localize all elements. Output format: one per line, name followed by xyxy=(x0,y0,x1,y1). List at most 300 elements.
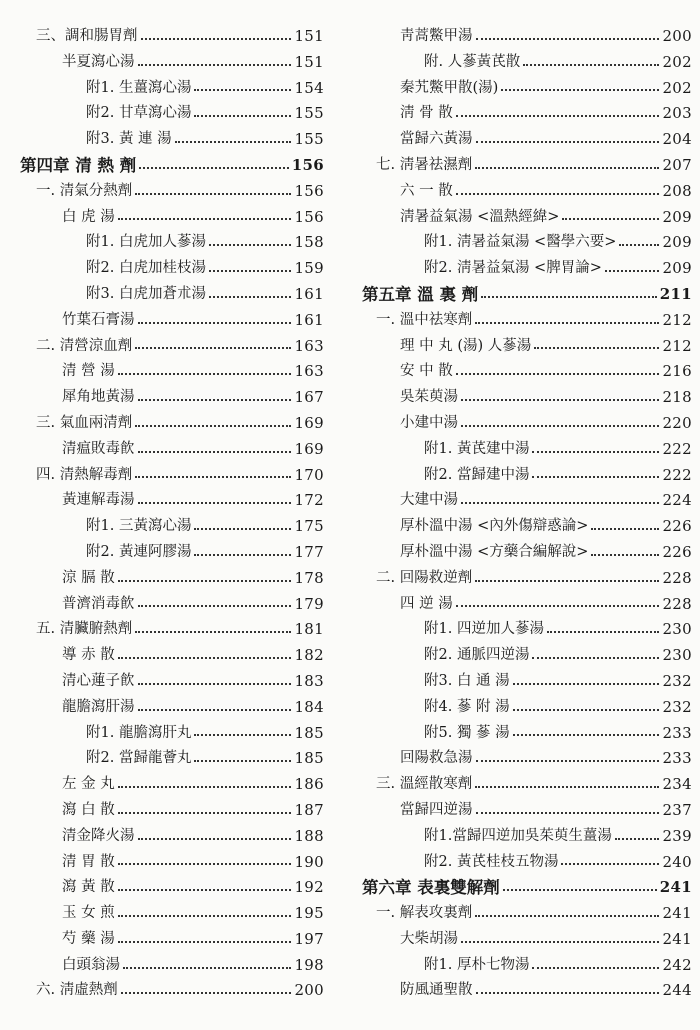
dot-leader xyxy=(532,657,659,659)
toc-entry[interactable] xyxy=(0,514,338,540)
toc-entry-label: 附. 人蔘黃芪散 xyxy=(424,53,521,70)
toc-entry[interactable] xyxy=(0,566,338,592)
dot-leader xyxy=(562,218,659,220)
toc-entry-label: 附2. 黃芪桂枝五物湯 xyxy=(424,853,559,870)
toc-entry-label: 附1. 厚朴七物湯 xyxy=(424,956,530,973)
toc-entry-label: 清金降火湯 xyxy=(62,827,135,844)
toc-entry[interactable] xyxy=(356,953,700,979)
toc-entry-label: 第四章 清 熱 劑 xyxy=(20,155,137,175)
toc-page-number: 200 xyxy=(294,981,324,1000)
dot-leader xyxy=(118,786,292,788)
toc-entry-label: 導 赤 散 xyxy=(62,647,115,664)
dot-leader xyxy=(118,218,292,220)
toc-entry[interactable] xyxy=(0,978,338,1004)
dot-leader xyxy=(209,270,292,272)
toc-entry[interactable] xyxy=(0,746,338,772)
toc-page-number: 224 xyxy=(662,491,692,510)
dot-leader xyxy=(461,399,659,401)
toc-page-number: 222 xyxy=(662,439,692,458)
toc-entry[interactable] xyxy=(356,50,700,76)
toc-entry-label: 附2. 白虎加桂枝湯 xyxy=(86,260,206,277)
dot-leader xyxy=(209,296,292,298)
toc-entry-label: 三. 氣血兩清劑 xyxy=(36,414,133,431)
toc-entry-label: 小建中湯 xyxy=(400,414,458,431)
toc-page-number: 241 xyxy=(659,878,692,897)
toc-entry-label: 淸暑益氣湯 <溫熱經緯> xyxy=(400,208,560,225)
toc-entry[interactable] xyxy=(0,772,338,798)
toc-page-number: 226 xyxy=(662,542,692,561)
toc-page-number: 234 xyxy=(662,775,692,794)
toc-entry[interactable] xyxy=(356,798,700,824)
toc-page-number: 161 xyxy=(294,284,324,303)
toc-page-number: 228 xyxy=(662,594,692,613)
toc-entry-label: 犀角地黃湯 xyxy=(62,389,135,406)
toc-page-number: 183 xyxy=(294,671,324,690)
toc-entry-label: 附1. 龍膽瀉肝丸 xyxy=(86,724,192,741)
toc-entry[interactable] xyxy=(0,76,338,102)
toc-entry[interactable] xyxy=(0,385,338,411)
toc-entry[interactable] xyxy=(356,669,700,695)
toc-entry[interactable] xyxy=(0,695,338,721)
dot-leader xyxy=(476,760,660,762)
toc-entry-label: 厚朴溫中湯 <方藥合編解說> xyxy=(400,543,589,560)
toc-entry[interactable] xyxy=(356,230,700,256)
toc-page-number: 241 xyxy=(662,929,692,948)
toc-entry[interactable] xyxy=(0,24,338,50)
toc-page-number: 242 xyxy=(662,955,692,974)
dot-leader xyxy=(118,657,292,659)
toc-entry-label: 七. 淸暑祛濕劑 xyxy=(376,156,473,173)
dot-leader xyxy=(561,863,659,865)
toc-page-number: 156 xyxy=(291,155,324,174)
toc-page-number: 230 xyxy=(662,620,692,639)
dot-leader xyxy=(461,425,659,427)
dot-leader xyxy=(118,915,292,917)
toc-column-left xyxy=(0,24,338,1004)
toc-entry-label: 附2. 通脈四逆湯 xyxy=(424,647,530,664)
toc-entry[interactable] xyxy=(0,463,338,489)
toc-entry-label: 附2. 當歸建中湯 xyxy=(424,466,530,483)
toc-page-number: 187 xyxy=(294,800,324,819)
dot-leader xyxy=(476,812,660,814)
toc-page-number: 175 xyxy=(294,517,324,536)
toc-page-number: 155 xyxy=(294,104,324,123)
dot-leader xyxy=(138,709,292,711)
dot-leader xyxy=(118,812,292,814)
toc-entry[interactable] xyxy=(356,514,700,540)
toc-entry[interactable] xyxy=(0,953,338,979)
toc-page-number: 209 xyxy=(662,207,692,226)
toc-entry[interactable] xyxy=(0,359,338,385)
dot-leader xyxy=(194,89,291,91)
toc-page-number: 192 xyxy=(294,878,324,897)
toc-entry-label: 附2. 淸暑益氣湯 <脾胃論> xyxy=(424,260,602,277)
toc-entry[interactable] xyxy=(0,617,338,643)
dot-leader xyxy=(121,992,292,994)
dot-leader xyxy=(123,967,291,969)
toc-page-number: 182 xyxy=(294,646,324,665)
toc-entry-label: 三. 溫經散寒劑 xyxy=(376,776,473,793)
toc-entry-label: 清瘟敗毒飮 xyxy=(62,440,135,457)
toc-page-number: 202 xyxy=(662,78,692,97)
toc-chapter-entry[interactable] xyxy=(356,875,700,901)
toc-page-number: 179 xyxy=(294,594,324,613)
toc-page-number: 156 xyxy=(294,207,324,226)
dot-leader xyxy=(135,476,291,478)
toc-entry-label: 一. 解表攻裏劑 xyxy=(376,905,473,922)
toc-page-number: 195 xyxy=(294,904,324,923)
toc-page-number: 167 xyxy=(294,388,324,407)
toc-entry-label: 附1. 黃芪建中湯 xyxy=(424,440,530,457)
toc-entry[interactable] xyxy=(0,798,338,824)
toc-page-number: 177 xyxy=(294,542,324,561)
toc-entry[interactable] xyxy=(0,437,338,463)
toc-page-number: 185 xyxy=(294,723,324,742)
dot-leader xyxy=(615,838,660,840)
toc-entry-label: 附2. 當歸龍薈丸 xyxy=(86,750,192,767)
toc-entry-label: 竹葉石膏湯 xyxy=(62,311,135,328)
toc-entry-label: 附3. 黃 連 湯 xyxy=(86,131,172,148)
toc-entry-label: 安 中 散 xyxy=(400,363,453,380)
toc-entry[interactable] xyxy=(0,205,338,231)
toc-entry[interactable] xyxy=(356,850,700,876)
toc-page-number: 212 xyxy=(662,336,692,355)
dot-leader xyxy=(619,244,659,246)
dot-leader xyxy=(175,141,292,143)
dot-leader xyxy=(591,554,659,556)
dot-leader xyxy=(194,115,291,117)
toc-entry[interactable] xyxy=(356,463,700,489)
toc-page-number: 178 xyxy=(294,568,324,587)
toc-page-number: 151 xyxy=(294,27,324,45)
dot-leader xyxy=(475,915,659,917)
toc-entry-label: 附3. 白 通 湯 xyxy=(424,672,510,689)
dot-leader xyxy=(135,193,291,195)
toc-entry[interactable] xyxy=(0,230,338,256)
toc-entry[interactable] xyxy=(356,101,700,127)
toc-page-number: 161 xyxy=(294,310,324,329)
toc-entry[interactable] xyxy=(0,721,338,747)
toc-entry[interactable] xyxy=(0,592,338,618)
toc-page-number: 226 xyxy=(662,517,692,536)
toc-entry[interactable] xyxy=(356,308,700,334)
toc-entry-label: 當歸六黃湯 xyxy=(400,131,473,148)
toc-entry-label: 涼 膈 散 xyxy=(62,569,115,586)
toc-entry-label: 大建中湯 xyxy=(400,492,458,509)
dot-leader xyxy=(194,760,291,762)
toc-entry[interactable] xyxy=(356,153,700,179)
toc-entry-label: 附3. 白虎加蒼朮湯 xyxy=(86,285,206,302)
toc-page-number: 203 xyxy=(662,104,692,123)
dot-leader xyxy=(532,967,659,969)
toc-entry-label: 大柴胡湯 xyxy=(400,930,458,947)
toc-page-number: 169 xyxy=(294,413,324,432)
toc-chapter-entry[interactable] xyxy=(0,153,338,179)
toc-page-number: 198 xyxy=(294,955,324,974)
toc-entry[interactable] xyxy=(356,256,700,282)
dot-leader xyxy=(135,347,291,349)
toc-page-number: 200 xyxy=(662,27,692,45)
toc-entry-label: 玉 女 煎 xyxy=(62,905,115,922)
toc-entry-label: 一. 溫中祛寒劑 xyxy=(376,311,473,328)
dot-leader xyxy=(532,476,659,478)
toc-page-number: 181 xyxy=(294,620,324,639)
toc-page-number: 211 xyxy=(659,284,692,303)
toc-page-number: 244 xyxy=(662,981,692,1000)
dot-leader xyxy=(456,373,660,375)
toc-entry[interactable] xyxy=(356,695,700,721)
dot-leader xyxy=(476,992,660,994)
dot-leader xyxy=(475,167,659,169)
toc-entry[interactable] xyxy=(0,101,338,127)
dot-leader xyxy=(456,605,660,607)
toc-entry[interactable] xyxy=(356,437,700,463)
toc-page-number: 172 xyxy=(294,491,324,510)
dot-leader xyxy=(194,554,291,556)
toc-page-number: 207 xyxy=(662,155,692,174)
dot-leader xyxy=(138,451,292,453)
toc-entry[interactable] xyxy=(356,334,700,360)
toc-page-number: 151 xyxy=(294,52,324,71)
toc-entry-label: 六. 淸虛熱劑 xyxy=(36,982,118,999)
toc-page-number: 156 xyxy=(294,181,324,200)
dot-leader xyxy=(456,193,660,195)
toc-entry[interactable] xyxy=(0,850,338,876)
toc-entry[interactable] xyxy=(356,643,700,669)
toc-entry-label: 白頭翁湯 xyxy=(62,956,120,973)
toc-entry[interactable] xyxy=(0,179,338,205)
toc-entry[interactable] xyxy=(356,978,700,1004)
toc-entry-label: 附1. 生薑瀉心湯 xyxy=(86,79,192,96)
toc-entry[interactable] xyxy=(356,179,700,205)
dot-leader xyxy=(194,734,291,736)
toc-entry-label: 第五章 溫 裏 劑 xyxy=(362,284,479,304)
toc-entry-label: 二. 回陽救逆劑 xyxy=(376,569,473,586)
toc-entry-label: 瀉 白 散 xyxy=(62,801,115,818)
toc-page-number: 155 xyxy=(294,130,324,149)
toc-entry[interactable] xyxy=(356,385,700,411)
dot-leader xyxy=(118,373,292,375)
toc-entry-label: 厚朴溫中湯 <內外傷辯惑論> xyxy=(400,518,589,535)
toc-chapter-entry[interactable] xyxy=(356,282,700,308)
dot-leader xyxy=(138,64,292,66)
toc-page-number: 241 xyxy=(662,904,692,923)
toc-entry-label: 附1. 三黃瀉心湯 xyxy=(86,518,192,535)
toc-entry[interactable] xyxy=(356,488,700,514)
toc-page-number: 240 xyxy=(662,852,692,871)
toc-entry[interactable] xyxy=(0,488,338,514)
toc-page-number: 233 xyxy=(662,749,692,768)
toc-entry[interactable] xyxy=(356,205,700,231)
toc-entry-label: 附1. 四逆加人蔘湯 xyxy=(424,621,544,638)
toc-page-number: 169 xyxy=(294,439,324,458)
toc-entry-label: 秦艽鱉甲散(湯) xyxy=(400,79,499,96)
dot-leader xyxy=(138,605,292,607)
dot-leader xyxy=(135,631,291,633)
toc-entry[interactable] xyxy=(0,540,338,566)
toc-page-number: 170 xyxy=(294,465,324,484)
toc-entry[interactable] xyxy=(0,308,338,334)
toc-entry-label: 附1. 淸暑益氣湯 <醫學六要> xyxy=(424,234,617,251)
toc-page-number: 159 xyxy=(294,259,324,278)
dot-leader xyxy=(118,863,292,865)
toc-entry[interactable] xyxy=(0,901,338,927)
dot-leader xyxy=(118,889,292,891)
dot-leader xyxy=(139,167,289,169)
toc-entry[interactable] xyxy=(0,875,338,901)
toc-entry[interactable] xyxy=(0,411,338,437)
dot-leader xyxy=(138,502,292,504)
toc-entry[interactable] xyxy=(356,411,700,437)
dot-leader xyxy=(501,89,659,91)
toc-entry[interactable] xyxy=(356,617,700,643)
toc-entry[interactable] xyxy=(0,282,338,308)
toc-page-number: 197 xyxy=(294,929,324,948)
toc-entry-label: 龍膽瀉肝湯 xyxy=(62,698,135,715)
toc-entry-label: 清心蓮子飮 xyxy=(62,672,135,689)
toc-entry-label: 附2. 黃連阿膠湯 xyxy=(86,543,192,560)
toc-entry-label: 回陽救急湯 xyxy=(400,750,473,767)
dot-leader xyxy=(475,786,659,788)
toc-page-number: 163 xyxy=(294,336,324,355)
toc-page-number: 232 xyxy=(662,671,692,690)
toc-entry[interactable] xyxy=(356,824,700,850)
toc-page-number: 230 xyxy=(662,646,692,665)
dot-leader xyxy=(209,244,292,246)
toc-entry[interactable] xyxy=(356,927,700,953)
toc-page-number: 233 xyxy=(662,723,692,742)
toc-page-number: 232 xyxy=(662,697,692,716)
dot-leader xyxy=(138,399,292,401)
toc-entry-label: 一. 清氣分熱劑 xyxy=(36,182,133,199)
toc-entry-label: 淸 骨 散 xyxy=(400,105,453,122)
toc-entry-label: 附1.當歸四逆加吳茱萸生薑湯 xyxy=(424,827,612,844)
toc-page-number: 239 xyxy=(662,826,692,845)
dot-leader xyxy=(534,347,659,349)
toc-entry-label: 四 逆 湯 xyxy=(400,595,453,612)
dot-leader xyxy=(513,734,660,736)
toc-page-number: 237 xyxy=(662,800,692,819)
toc-entry-label: 附4. 蔘 附 湯 xyxy=(424,698,510,715)
toc-entry-label: 清 胃 散 xyxy=(62,853,115,870)
dot-leader xyxy=(118,941,292,943)
toc-entry[interactable] xyxy=(0,127,338,153)
toc-entry-label: 附2. 甘草瀉心湯 xyxy=(86,105,192,122)
toc-entry-label: 第六章 表裏雙解劑 xyxy=(362,878,500,898)
toc-entry-label: 普濟消毒飮 xyxy=(62,595,135,612)
toc-page-number: 228 xyxy=(662,568,692,587)
toc-entry-label: 白 虎 湯 xyxy=(62,208,115,225)
toc-entry-label: 清 營 湯 xyxy=(62,363,115,380)
toc-page-number: 212 xyxy=(662,310,692,329)
toc-entry[interactable] xyxy=(356,540,700,566)
toc-entry[interactable] xyxy=(0,643,338,669)
toc-entry[interactable] xyxy=(356,901,700,927)
dot-leader xyxy=(481,296,657,298)
toc-entry[interactable] xyxy=(0,256,338,282)
toc-entry[interactable] xyxy=(0,334,338,360)
toc-entry[interactable] xyxy=(356,721,700,747)
toc-page-number: 218 xyxy=(662,388,692,407)
toc-entry[interactable] xyxy=(356,592,700,618)
toc-entry-label: 四. 清熱解毒劑 xyxy=(36,466,133,483)
toc-entry[interactable] xyxy=(356,566,700,592)
toc-entry-label: 半夏瀉心湯 xyxy=(62,53,135,70)
toc-page-number: 209 xyxy=(662,233,692,252)
toc-page-number: 154 xyxy=(294,78,324,97)
toc-entry-label: 五. 清臟腑熱劑 xyxy=(36,621,133,638)
toc-entry-label: 理 中 丸 (湯) 人蔘湯 xyxy=(400,337,532,354)
toc-entry-label: 六 一 散 xyxy=(400,182,453,199)
toc-page-number: 208 xyxy=(662,181,692,200)
toc-entry[interactable] xyxy=(356,76,700,102)
dot-leader xyxy=(475,580,659,582)
toc-entry[interactable] xyxy=(356,772,700,798)
toc-page-number: 220 xyxy=(662,413,692,432)
toc-page-number: 190 xyxy=(294,852,324,871)
dot-leader xyxy=(523,64,659,66)
toc-entry[interactable] xyxy=(356,24,700,50)
toc-entry-label: 附5. 獨 蔘 湯 xyxy=(424,724,510,741)
dot-leader xyxy=(513,683,660,685)
toc-entry-label: 靑蒿鱉甲湯 xyxy=(400,28,473,44)
dot-leader xyxy=(118,580,292,582)
dot-leader xyxy=(138,683,292,685)
dot-leader xyxy=(476,141,660,143)
toc-entry-label: 左 金 丸 xyxy=(62,776,115,793)
dot-leader xyxy=(456,115,660,117)
toc-page-number: 204 xyxy=(662,130,692,149)
dot-leader xyxy=(194,528,291,530)
toc-entry[interactable] xyxy=(356,746,700,772)
toc-page-number: 185 xyxy=(294,749,324,768)
toc-page-number: 216 xyxy=(662,362,692,381)
toc-entry-label: 三、調和腸胃劑 xyxy=(36,28,138,44)
toc-page-number: 209 xyxy=(662,259,692,278)
toc-entry-label: 瀉 黃 散 xyxy=(62,879,115,896)
toc-entry[interactable] xyxy=(0,50,338,76)
toc-entry[interactable] xyxy=(356,127,700,153)
toc-page-number: 188 xyxy=(294,826,324,845)
toc-page-number: 202 xyxy=(662,52,692,71)
toc-entry-label: 芍 藥 湯 xyxy=(62,930,115,947)
dot-leader xyxy=(476,38,660,40)
dot-leader xyxy=(547,631,660,633)
toc-entry[interactable] xyxy=(0,927,338,953)
dot-leader xyxy=(503,889,657,891)
dot-leader xyxy=(605,270,660,272)
dot-leader xyxy=(532,451,659,453)
toc-page-number: 186 xyxy=(294,775,324,794)
dot-leader xyxy=(475,322,659,324)
dot-leader xyxy=(138,838,292,840)
toc-entry[interactable] xyxy=(0,824,338,850)
dot-leader xyxy=(141,38,292,40)
dot-leader xyxy=(513,709,660,711)
toc-column-right xyxy=(356,24,700,1004)
toc-entry-label: 附1. 白虎加人蔘湯 xyxy=(86,234,206,251)
toc-entry-label: 黃連解毒湯 xyxy=(62,492,135,509)
toc-entry-label: 防風通聖散 xyxy=(400,982,473,999)
toc-page-number: 184 xyxy=(294,697,324,716)
dot-leader xyxy=(138,322,292,324)
toc-page-number: 222 xyxy=(662,465,692,484)
dot-leader xyxy=(591,528,659,530)
toc-entry-label: 當歸四逆湯 xyxy=(400,801,473,818)
toc-entry[interactable] xyxy=(356,359,700,385)
toc-entry-label: 二. 清營涼血劑 xyxy=(36,337,133,354)
toc-entry[interactable] xyxy=(0,669,338,695)
